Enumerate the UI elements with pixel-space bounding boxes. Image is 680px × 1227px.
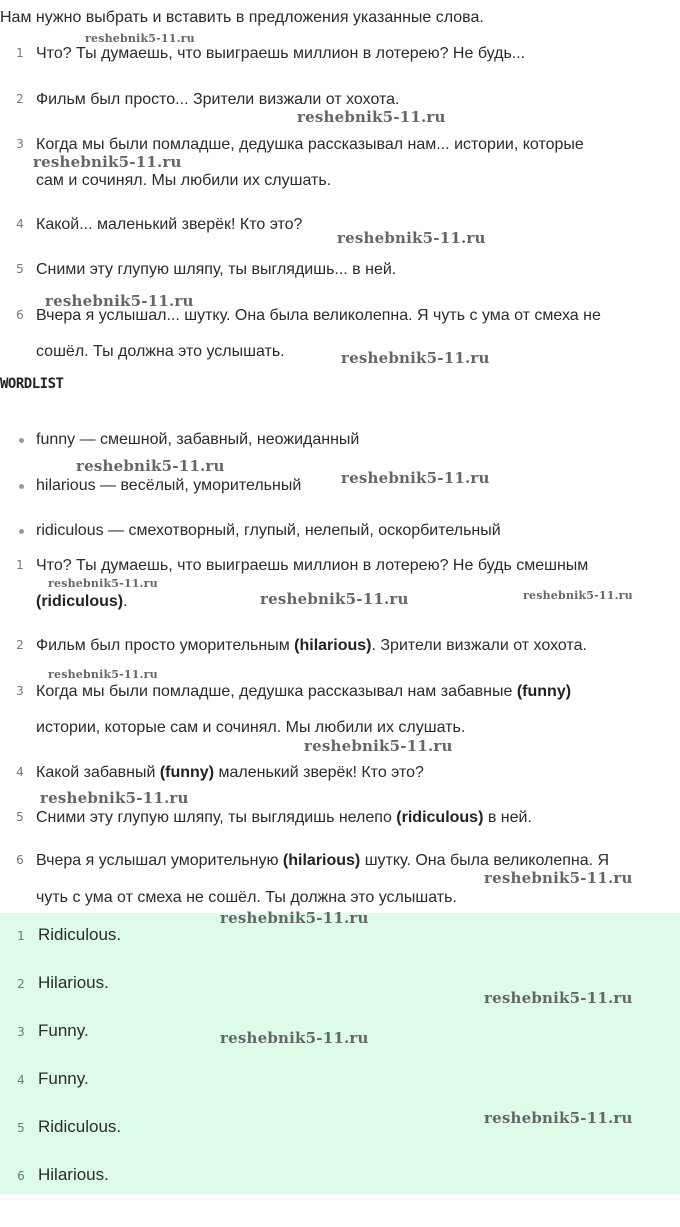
filled-text: Что? Ты думаешь, что выиграешь миллион в лотерею? Не будь смешным xyxy=(36,557,589,574)
answer-number: 4 xyxy=(17,1073,25,1087)
watermark: reshebnik5-11.ru xyxy=(341,349,490,367)
watermark: reshebnik5-11.ru xyxy=(48,668,158,681)
answer-word: (funny) xyxy=(516,683,572,700)
answer-number: 2 xyxy=(17,977,25,991)
task-text: Сними эту глупую шляпу, ты выглядишь... в ней. xyxy=(36,261,397,278)
answer-text: Ridiculous. xyxy=(38,1117,122,1136)
task-text: сам и сочинял. Мы любили их слушать. xyxy=(36,172,332,189)
wordlist-item: ridiculous — смехотворный, глупый, нелепый, оскорбительный xyxy=(36,522,501,539)
watermark: reshebnik5-11.ru xyxy=(484,989,633,1007)
task-number: 6 xyxy=(16,308,24,322)
answer-number: 3 xyxy=(17,1025,25,1039)
watermark: reshebnik5-11.ru xyxy=(337,229,486,247)
answer-word: (ridiculous) xyxy=(36,593,124,610)
filled-number: 2 xyxy=(16,638,24,652)
bullet-icon xyxy=(19,529,24,534)
task-number: 5 xyxy=(16,262,24,276)
filled-number: 6 xyxy=(16,853,24,867)
watermark: reshebnik5-11.ru xyxy=(260,590,409,608)
answer-text: Funny. xyxy=(38,1021,89,1040)
answer-text: Funny. xyxy=(38,1069,89,1088)
answer-number: 5 xyxy=(17,1121,25,1135)
wordlist-item: funny — смешной, забавный, неожиданный xyxy=(36,431,360,448)
intro-text: Нам нужно выбрать и вставить в предложения указанные слова. xyxy=(0,9,484,26)
watermark: reshebnik5-11.ru xyxy=(304,737,453,755)
filled-text: Вчера я услышал уморительную (hilarious) шутку. Она была великолепна. Я xyxy=(36,852,610,869)
answers-panel xyxy=(0,913,680,1194)
filled-number: 3 xyxy=(16,684,24,698)
watermark: reshebnik5-11.ru xyxy=(220,909,369,927)
answer-number: 6 xyxy=(17,1169,25,1183)
watermark: reshebnik5-11.ru xyxy=(45,292,194,310)
watermark: reshebnik5-11.ru xyxy=(220,1029,369,1047)
watermark: reshebnik5-11.ru xyxy=(48,577,158,590)
wordlist-item: hilarious — весёлый, уморительный xyxy=(36,477,302,494)
task-number: 2 xyxy=(16,92,24,106)
watermark: reshebnik5-11.ru xyxy=(40,789,189,807)
filled-text: (ridiculous). xyxy=(36,593,128,610)
answer-word: (ridiculous) xyxy=(396,809,484,826)
watermark: reshebnik5-11.ru xyxy=(297,108,446,126)
watermark: reshebnik5-11.ru xyxy=(85,32,195,45)
task-number: 3 xyxy=(16,137,24,151)
watermark: reshebnik5-11.ru xyxy=(76,457,225,475)
watermark: reshebnik5-11.ru xyxy=(484,869,633,887)
filled-text: Какой забавный (funny) маленький зверёк! Кто это? xyxy=(36,764,424,781)
filled-number: 4 xyxy=(16,765,24,779)
watermark: reshebnik5-11.ru xyxy=(33,153,182,171)
answer-number: 1 xyxy=(17,929,25,943)
task-text: Что? Ты думаешь, что выиграешь миллион в лотерею? Не будь... xyxy=(36,45,526,62)
bullet-icon xyxy=(19,484,24,489)
filled-text: Когда мы были помладше, дедушка рассказывал нам забавные (funny) xyxy=(36,683,572,700)
filled-text: чуть с ума от смеха не сошёл. Ты должна это услышать. xyxy=(36,889,457,906)
answer-text: Hilarious. xyxy=(38,973,109,992)
task-number: 1 xyxy=(16,46,24,60)
answer-text: Ridiculous. xyxy=(38,925,122,944)
answer-text: Hilarious. xyxy=(38,1165,109,1184)
filled-text: Сними эту глупую шляпу, ты выглядишь нелепо (ridiculous) в ней. xyxy=(36,809,532,826)
watermark: reshebnik5-11.ru xyxy=(523,589,633,602)
wordlist-title: WORDLIST xyxy=(0,376,64,392)
filled-number: 5 xyxy=(16,810,24,824)
task-text: Фильм был просто... Зрители визжали от хохота. xyxy=(36,91,400,108)
task-text: Какой... маленький зверёк! Кто это? xyxy=(36,216,303,233)
task-text: Вчера я услышал... шутку. Она была великолепна. Я чуть с ума от смеха не xyxy=(36,307,601,324)
bullet-icon xyxy=(19,438,24,443)
watermark: reshebnik5-11.ru xyxy=(341,469,490,487)
task-text: Когда мы были помладше, дедушка рассказывал нам... истории, которые xyxy=(36,136,584,153)
filled-text: истории, которые сам и сочинял. Мы любили их слушать. xyxy=(36,719,466,736)
answer-word: (hilarious) xyxy=(294,637,372,654)
filled-text: Фильм был просто уморительным (hilarious). Зрители визжали от хохота. xyxy=(36,637,587,654)
task-number: 4 xyxy=(16,217,24,231)
answer-word: (hilarious) xyxy=(282,852,361,869)
watermark: reshebnik5-11.ru xyxy=(484,1109,633,1127)
task-text: сошёл. Ты должна это услышать. xyxy=(36,343,285,360)
answer-word: (funny) xyxy=(159,764,215,781)
filled-number: 1 xyxy=(16,558,24,572)
